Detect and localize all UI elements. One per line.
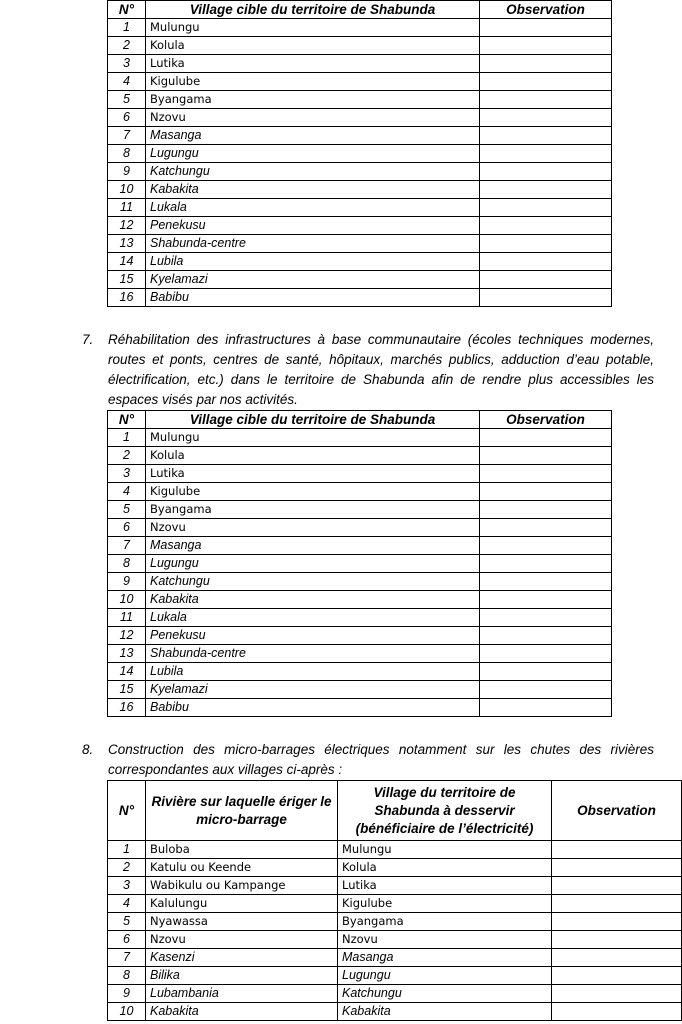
observation-cell	[552, 967, 682, 985]
observation-cell	[480, 253, 612, 271]
row-number: 1	[108, 429, 146, 447]
row-number: 15	[108, 271, 146, 289]
village-name: Shabunda-centre	[146, 235, 480, 253]
observation-cell	[480, 699, 612, 717]
header-observation: Observation	[480, 1, 612, 19]
village-name: Byangama	[338, 913, 552, 931]
table-row	[108, 681, 612, 699]
observation-cell	[480, 127, 612, 145]
row-number: 6	[108, 931, 146, 949]
row-number: 9	[108, 163, 146, 181]
observation-cell	[480, 501, 612, 519]
village-name: Penekusu	[146, 217, 480, 235]
row-number: 4	[108, 73, 146, 91]
table-row	[108, 591, 612, 609]
table-row	[108, 235, 612, 253]
table-row	[108, 663, 612, 681]
table-row	[108, 289, 612, 307]
village-name: Katchungu	[338, 985, 552, 1003]
observation-cell	[480, 217, 612, 235]
paragraph-8	[82, 740, 654, 780]
village-name: Lutika	[146, 55, 480, 73]
villages-table-1	[107, 0, 612, 307]
village-name: Lukala	[146, 609, 480, 627]
village-name: Kabakita	[338, 1003, 552, 1021]
village-name: Shabunda-centre	[146, 645, 480, 663]
village-name: Mulungu	[146, 19, 480, 37]
row-number: 16	[108, 699, 146, 717]
row-number: 7	[108, 949, 146, 967]
row-number: 6	[108, 109, 146, 127]
village-name: Nzovu	[146, 109, 480, 127]
river-name: Lubambania	[146, 985, 338, 1003]
river-name: Bilika	[146, 967, 338, 985]
row-number: 9	[108, 985, 146, 1003]
observation-cell	[480, 91, 612, 109]
observation-cell	[480, 37, 612, 55]
village-name: Penekusu	[146, 627, 480, 645]
observation-cell	[552, 985, 682, 1003]
row-number: 5	[108, 501, 146, 519]
row-number: 4	[108, 895, 146, 913]
table-row	[108, 447, 612, 465]
river-name: Nzovu	[146, 931, 338, 949]
village-name: Kolula	[338, 859, 552, 877]
row-number: 11	[108, 199, 146, 217]
table-row	[108, 859, 682, 877]
row-number: 4	[108, 483, 146, 501]
row-number: 10	[108, 181, 146, 199]
row-number: 8	[108, 145, 146, 163]
village-name: Kolula	[146, 37, 480, 55]
observation-cell	[480, 199, 612, 217]
village-name: Kolula	[146, 447, 480, 465]
row-number: 3	[108, 877, 146, 895]
village-name: Mulungu	[338, 841, 552, 859]
observation-cell	[480, 429, 612, 447]
header-observation: Observation	[480, 411, 612, 429]
header-village: Village cible du territoire de Shabunda	[146, 1, 480, 19]
village-name: Kyelamazi	[146, 271, 480, 289]
table-header-row	[108, 781, 682, 841]
village-name: Lugungu	[146, 145, 480, 163]
paragraph-number: 8.	[82, 742, 94, 757]
table-row	[108, 1003, 682, 1021]
observation-cell	[480, 55, 612, 73]
row-number: 7	[108, 127, 146, 145]
table-row	[108, 555, 612, 573]
observation-cell	[480, 627, 612, 645]
village-name: Masanga	[146, 537, 480, 555]
observation-cell	[480, 555, 612, 573]
village-name: Lubila	[146, 663, 480, 681]
table-row	[108, 627, 612, 645]
village-name: Kabakita	[146, 181, 480, 199]
observation-cell	[480, 645, 612, 663]
table-row	[108, 19, 612, 37]
table-row	[108, 537, 612, 555]
micro-dams-table	[107, 780, 682, 1021]
village-name: Kigulube	[146, 73, 480, 91]
river-name: Katulu ou Keende	[146, 859, 338, 877]
village-name: Nzovu	[146, 519, 480, 537]
observation-cell	[480, 163, 612, 181]
table-row	[108, 271, 612, 289]
village-name: Katchungu	[146, 163, 480, 181]
observation-cell	[480, 447, 612, 465]
table-row	[108, 145, 612, 163]
observation-cell	[552, 895, 682, 913]
table-row	[108, 483, 612, 501]
table-row	[108, 465, 612, 483]
paragraph-text: Construction des micro-barrages électriques notamment sur les chutes des rivières correspondantes aux villages ci-après :	[108, 742, 654, 777]
village-name: Kabakita	[146, 591, 480, 609]
village-name: Lukala	[146, 199, 480, 217]
row-number: 8	[108, 967, 146, 985]
village-name: Mulungu	[146, 429, 480, 447]
header-number: N°	[108, 1, 146, 19]
row-number: 5	[108, 91, 146, 109]
header-number: N°	[108, 411, 146, 429]
header-observation: Observation	[552, 781, 682, 841]
paragraph-number: 7.	[82, 332, 94, 347]
row-number: 2	[108, 447, 146, 465]
village-name: Lugungu	[338, 967, 552, 985]
paragraph-7	[82, 330, 654, 410]
observation-cell	[552, 931, 682, 949]
observation-cell	[480, 109, 612, 127]
village-name: Babibu	[146, 699, 480, 717]
row-number: 2	[108, 859, 146, 877]
observation-cell	[552, 913, 682, 931]
row-number: 16	[108, 289, 146, 307]
row-number: 15	[108, 681, 146, 699]
table-row	[108, 967, 682, 985]
table-row	[108, 429, 612, 447]
observation-cell	[552, 1003, 682, 1021]
table-row	[108, 699, 612, 717]
row-number: 1	[108, 841, 146, 859]
row-number: 3	[108, 55, 146, 73]
observation-cell	[480, 19, 612, 37]
table-row	[108, 931, 682, 949]
header-river: Rivière sur laquelle ériger le micro-barrage	[146, 781, 338, 841]
table-row	[108, 91, 612, 109]
table-row	[108, 501, 612, 519]
observation-cell	[480, 465, 612, 483]
village-name: Byangama	[146, 91, 480, 109]
observation-cell	[480, 681, 612, 699]
observation-cell	[480, 483, 612, 501]
table-row	[108, 895, 682, 913]
table-row	[108, 109, 612, 127]
row-number: 7	[108, 537, 146, 555]
river-name: Wabikulu ou Kampange	[146, 877, 338, 895]
village-name: Masanga	[146, 127, 480, 145]
header-number: N°	[108, 781, 146, 841]
observation-cell	[480, 537, 612, 555]
header-village: Village cible du territoire de Shabunda	[146, 411, 480, 429]
villages-table-2	[107, 410, 612, 717]
observation-cell	[552, 949, 682, 967]
table-row	[108, 519, 612, 537]
row-number: 8	[108, 555, 146, 573]
header-village: Village du territoire de Shabunda à desservir (bénéficiaire de l’électricité)	[338, 781, 552, 841]
table-row	[108, 163, 612, 181]
table-header-row	[108, 411, 612, 429]
table-row	[108, 985, 682, 1003]
river-name: Kabakita	[146, 1003, 338, 1021]
observation-cell	[552, 859, 682, 877]
observation-cell	[480, 145, 612, 163]
table-row	[108, 73, 612, 91]
table-row	[108, 609, 612, 627]
row-number: 9	[108, 573, 146, 591]
village-name: Kigulube	[146, 483, 480, 501]
row-number: 2	[108, 37, 146, 55]
village-name: Lutika	[338, 877, 552, 895]
table-row	[108, 217, 612, 235]
village-name: Kigulube	[338, 895, 552, 913]
row-number: 10	[108, 591, 146, 609]
village-name: Kyelamazi	[146, 681, 480, 699]
observation-cell	[480, 181, 612, 199]
row-number: 13	[108, 235, 146, 253]
row-number: 12	[108, 217, 146, 235]
observation-cell	[480, 591, 612, 609]
row-number: 6	[108, 519, 146, 537]
row-number: 1	[108, 19, 146, 37]
row-number: 3	[108, 465, 146, 483]
table-row	[108, 181, 612, 199]
table-row	[108, 645, 612, 663]
observation-cell	[480, 271, 612, 289]
village-name: Babibu	[146, 289, 480, 307]
table-row	[108, 37, 612, 55]
village-name: Katchungu	[146, 573, 480, 591]
table-row	[108, 877, 682, 895]
village-name: Byangama	[146, 501, 480, 519]
table-row	[108, 949, 682, 967]
table-row	[108, 573, 612, 591]
row-number: 5	[108, 913, 146, 931]
table-row	[108, 841, 682, 859]
observation-cell	[480, 235, 612, 253]
table-header-row	[108, 1, 612, 19]
village-name: Lutika	[146, 465, 480, 483]
river-name: Kalulungu	[146, 895, 338, 913]
row-number: 14	[108, 253, 146, 271]
village-name: Lugungu	[146, 555, 480, 573]
row-number: 13	[108, 645, 146, 663]
observation-cell	[480, 663, 612, 681]
observation-cell	[480, 519, 612, 537]
village-name: Masanga	[338, 949, 552, 967]
row-number: 10	[108, 1003, 146, 1021]
observation-cell	[552, 841, 682, 859]
river-name: Kasenzi	[146, 949, 338, 967]
village-name: Nzovu	[338, 931, 552, 949]
table-row	[108, 253, 612, 271]
observation-cell	[480, 289, 612, 307]
table-row	[108, 55, 612, 73]
row-number: 11	[108, 609, 146, 627]
table-row	[108, 199, 612, 217]
table-row	[108, 913, 682, 931]
village-name: Lubila	[146, 253, 480, 271]
river-name: Buloba	[146, 841, 338, 859]
observation-cell	[480, 573, 612, 591]
observation-cell	[552, 877, 682, 895]
table-row	[108, 127, 612, 145]
row-number: 12	[108, 627, 146, 645]
observation-cell	[480, 73, 612, 91]
paragraph-text: Réhabilitation des infrastructures à base communautaire (écoles techniques modernes, routes et ponts, centres de santé, hôpitaux, marchés publics, adduction d’eau potable, électrification, etc.) dans le territoire de Shabunda afin de rendre plus accessibles les espaces visés par nos activités.	[108, 332, 654, 407]
row-number: 14	[108, 663, 146, 681]
river-name: Nyawassa	[146, 913, 338, 931]
observation-cell	[480, 609, 612, 627]
